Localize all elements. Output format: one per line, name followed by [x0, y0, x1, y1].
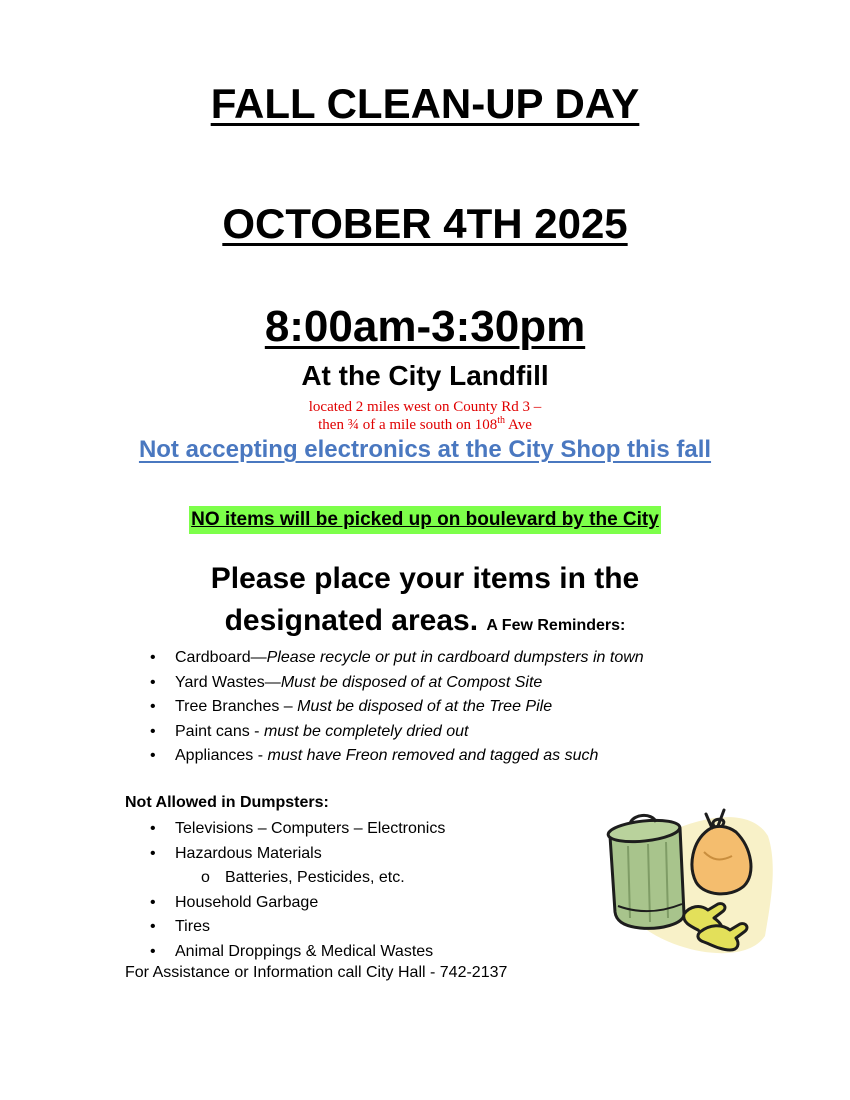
list-item	[125, 695, 644, 720]
reminders-list	[125, 646, 644, 769]
list-item	[125, 671, 644, 696]
not-allowed-title: Not Allowed in Dumpsters:	[125, 794, 329, 811]
not-allowed-item: Hazardous Materials	[175, 844, 322, 862]
directions-ordinal-suffix: th	[497, 415, 506, 426]
reminders-label: A Few Reminders:	[486, 617, 626, 634]
reminder-note: must be completely dried out	[263, 722, 469, 740]
bullet-icon: •	[150, 893, 156, 911]
not-allowed-list	[125, 817, 445, 964]
reminder-note: must have Freon removed and tagged as such	[267, 747, 599, 764]
directions-line-2-prefix: then ¾ of a mile south on 108	[318, 417, 498, 433]
list-sub-item	[125, 866, 445, 891]
place-items-line-1: Please place your items in the	[210, 562, 640, 595]
list-item	[125, 915, 445, 940]
list-item	[125, 817, 445, 842]
place-items-line-2-text: designated areas.	[224, 604, 479, 637]
bullet-icon: •	[150, 649, 156, 666]
list-item	[125, 744, 644, 769]
event-time: 8:00am-3:30pm	[264, 302, 586, 351]
bullet-icon: •	[150, 844, 156, 862]
trash-can-icon	[607, 815, 684, 928]
bullet-icon: •	[150, 747, 156, 764]
bullet-icon: •	[150, 698, 156, 715]
not-allowed-item: Household Garbage	[175, 893, 319, 911]
not-allowed-item: Tires	[175, 918, 210, 935]
directions-line-1: located 2 miles west on County Rd 3 –	[308, 399, 542, 415]
not-allowed-sub-item: Batteries, Pesticides, etc.	[225, 869, 405, 886]
reminder-item: Yard Wastes—	[175, 673, 281, 691]
directions-line-2-suffix: Ave	[505, 417, 532, 433]
list-item	[125, 720, 644, 745]
reminder-item: Tree Branches –	[175, 698, 298, 715]
reminder-item: Cardboard—	[175, 649, 267, 666]
list-item	[125, 842, 445, 867]
not-allowed-item: Televisions – Computers – Electronics	[175, 820, 446, 837]
electronics-notice: Not accepting electronics at the City Shop this fall	[138, 436, 712, 463]
assistance-info: For Assistance or Information call City Hall - 742-2137	[125, 964, 508, 981]
reminder-item: Appliances -	[175, 747, 268, 764]
not-allowed-item: Animal Droppings & Medical Wastes	[175, 942, 434, 960]
event-date: OCTOBER 4TH 2025	[222, 200, 628, 247]
bullet-icon: •	[150, 918, 156, 935]
list-item	[125, 646, 644, 671]
bullet-icon: •	[150, 722, 156, 740]
cleanup-clipart	[600, 796, 778, 956]
bullet-icon: •	[150, 942, 156, 960]
bullet-icon: •	[150, 820, 156, 837]
place-items-line-2	[0, 604, 850, 638]
boulevard-notice: NO items will be picked up on boulevard by the City	[189, 506, 661, 534]
event-title: FALL CLEAN-UP DAY	[210, 80, 640, 127]
reminder-note: Please recycle or put in cardboard dumpsters in town	[266, 649, 644, 666]
circle-bullet-icon: o	[201, 869, 210, 886]
reminder-item: Paint cans -	[175, 722, 264, 740]
list-item	[125, 940, 445, 965]
reminder-note: Must be disposed of at Compost Site	[280, 673, 543, 691]
boulevard-notice-wrap	[0, 506, 850, 534]
list-item	[125, 891, 445, 916]
event-location: At the City Landfill	[301, 360, 549, 391]
directions-line-2	[0, 416, 850, 434]
bullet-icon: •	[150, 673, 156, 691]
reminder-note: Must be disposed of at the Tree Pile	[297, 698, 553, 715]
